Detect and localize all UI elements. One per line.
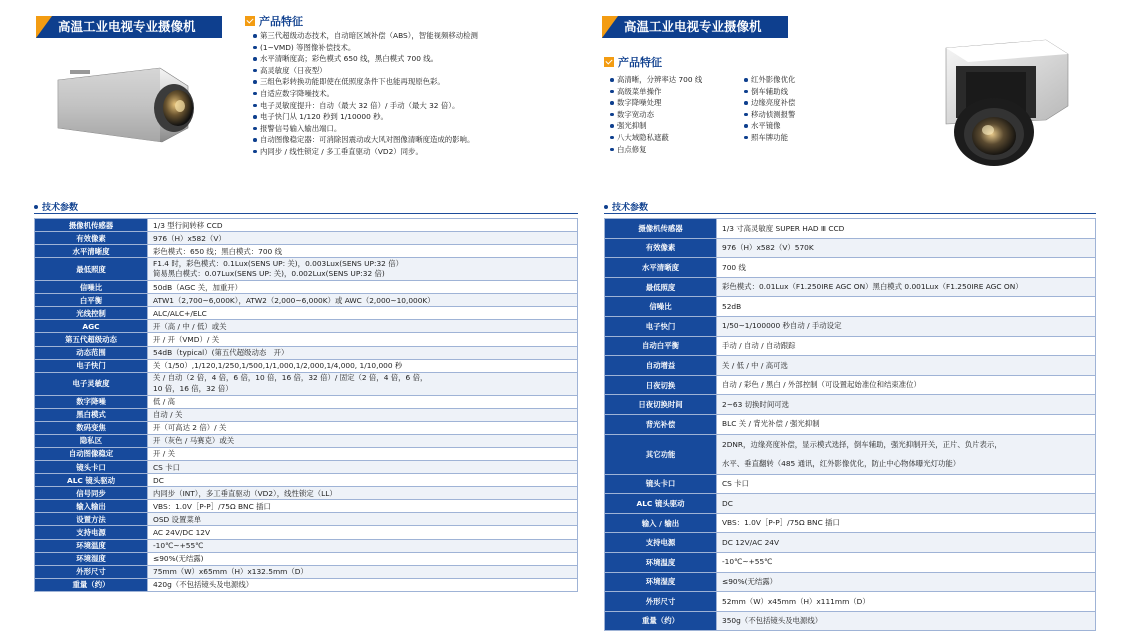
table-row (35, 372, 578, 395)
list-item: 水平清晰度高；彩色模式 650 线，黑白模式 700 线。 (253, 53, 478, 65)
spec-value (717, 395, 1096, 415)
spec-value-line: 976（H）x582（V） (153, 233, 226, 243)
spec-label: 镜头卡口 (605, 474, 717, 494)
table-row (35, 539, 578, 552)
spec-value (717, 277, 1096, 297)
spec-value (717, 494, 1096, 514)
list-item: 数字降噪处理 (610, 97, 702, 109)
checkbox-icon (245, 16, 255, 26)
right-features-heading: 产品特征 (604, 54, 662, 70)
spec-value (148, 539, 578, 552)
spec-label: 环境温度 (35, 539, 148, 552)
spec-value-line: 52mm（W）x45mm（H）x111mm（D） (722, 596, 870, 606)
spec-value-line: BLC 关 / 背光补偿 / 强光抑制 (722, 419, 820, 429)
spec-value-line: VBS：1.0V［P-P］/75Ω BNC 插口 (153, 501, 271, 511)
spec-value (148, 258, 578, 281)
table-row (605, 552, 1096, 572)
spec-value-line: ATW1（2,700~6,000K），ATW2（2,000~6,000K）或 AWC（2,000~10,000K） (153, 295, 435, 305)
spec-value-line: 简易黑白模式：0.07Lux(SENS UP: 关)，0.002Lux(SENS UP:32 倍) (153, 269, 385, 279)
spec-value-line: 开（可高达 2 倍）/ 关 (153, 423, 227, 433)
left-features-list (253, 30, 478, 158)
divider (604, 213, 1096, 214)
list-item: 红外影像优化 (744, 74, 795, 86)
spec-label: 信噪比 (605, 297, 717, 317)
spec-label: 其它功能 (605, 434, 717, 474)
table-row (35, 408, 578, 421)
spec-value (717, 258, 1096, 278)
list-item: 高灵敏度（日夜型） (253, 65, 478, 77)
list-item: 第三代超级动态技术，自动暗区域补偿（ABS），智能视频移动检测 (253, 30, 478, 42)
table-row (605, 316, 1096, 336)
spec-label: 背光补偿 (605, 414, 717, 434)
table-row (35, 346, 578, 359)
spec-value (717, 513, 1096, 533)
spec-label: 环境温度 (605, 552, 717, 572)
spec-label: 设置方法 (35, 513, 148, 526)
spec-label: 外形尺寸 (605, 592, 717, 612)
spec-value-line: CS 卡口 (722, 479, 749, 489)
spec-value (148, 552, 578, 565)
table-row (35, 281, 578, 294)
right-specs-heading: 技术参数 (604, 200, 648, 213)
table-row (35, 294, 578, 307)
table-row (35, 447, 578, 460)
spec-label: 有效像素 (605, 238, 717, 258)
spec-value-line: 低 / 高 (153, 397, 175, 407)
spec-value-line: 关（1/50）,1/120,1/250,1/500,1/1,000,1/2,000,1/4,000, 1/10,000 秒 (153, 361, 403, 371)
spec-value-line: 50dB（AGC 关，加重开） (153, 282, 243, 292)
left-title: 高温工业电视专业摄像机 (36, 16, 222, 38)
table-row (35, 434, 578, 447)
spec-value-line: 75mm（W）x65mm（H）x132.5mm（D） (153, 567, 308, 577)
spec-value-line: 10 倍，16 倍，32 倍） (153, 383, 233, 393)
spec-value-line: 内同步（INT），多工垂直驱动（VD2），线性锁定（LL） (153, 488, 337, 498)
spec-value-line: 2DNR，边缘亮度补偿，显示模式选择，倒车辅助，强光抑制开关，正片、负片表示， (722, 440, 1002, 450)
table-row (605, 592, 1096, 612)
spec-label: 数字降噪 (35, 395, 148, 408)
spec-label: 电子灵敏度 (35, 372, 148, 395)
table-row (605, 494, 1096, 514)
spec-value (717, 219, 1096, 239)
table-row (35, 258, 578, 281)
spec-value-line: AC 24V/DC 12V (153, 527, 211, 537)
spec-value-line: 52dB (722, 301, 742, 311)
table-row (605, 238, 1096, 258)
spec-label: 水平清晰度 (605, 258, 717, 278)
spec-value (148, 219, 578, 232)
list-item: 自适应数字降噪技术。 (253, 88, 478, 100)
spec-value-line: 手动 / 自动 / 自动跟踪 (722, 341, 796, 351)
table-row (605, 414, 1096, 434)
table-row (605, 297, 1096, 317)
spec-value (148, 320, 578, 333)
table-row (35, 320, 578, 333)
left-features-heading: 产品特征 (245, 13, 303, 29)
spec-label: 信号同步 (35, 487, 148, 500)
spec-value (717, 375, 1096, 395)
list-item: 高级菜单操作 (610, 86, 702, 98)
list-item: 倒车辅助线 (744, 86, 795, 98)
spec-label: 自动图像稳定 (35, 447, 148, 460)
spec-value (148, 408, 578, 421)
list-item: 内同步 / 线性锁定 / 多工垂直驱动（VD2）同步。 (253, 146, 478, 158)
spec-label: 日夜切换 (605, 375, 717, 395)
spec-label: 输入输出 (35, 500, 148, 513)
table-row (35, 513, 578, 526)
spec-value-line: 水平、垂直翻转（485 通讯，红外影像优化，防止中心物体曝光灯功能） (722, 459, 961, 469)
spec-value-line: 彩色模式：0.01Lux（F1.250IRE AGC ON）黑白模式 0.001Lux（F1.250IRE AGC ON） (722, 282, 1023, 292)
right-features-col2 (744, 74, 795, 144)
list-item: 数字宽动态 (610, 109, 702, 121)
table-row (605, 277, 1096, 297)
spec-label: ALC 镜头驱动 (605, 494, 717, 514)
spec-value-line: 2~63 切换时间可选 (722, 399, 789, 409)
spec-value (717, 611, 1096, 631)
spec-value (148, 372, 578, 395)
spec-value-line: ALC/ALC+/ELC (153, 308, 207, 318)
spec-value-line: 1/3 型行间转移 CCD (153, 220, 223, 230)
spec-label: 输入 / 输出 (605, 513, 717, 533)
list-item: 白点修复 (610, 144, 702, 156)
table-row (35, 487, 578, 500)
spec-label: 支持电源 (35, 526, 148, 539)
spec-value (148, 434, 578, 447)
table-row (35, 333, 578, 346)
left-camera-image (50, 62, 200, 150)
list-item: 电子快门从 1/120 秒到 1/10000 秒。 (253, 111, 478, 123)
table-row (605, 395, 1096, 415)
spec-label: 重量（约） (35, 578, 148, 591)
spec-label: 日夜切换时间 (605, 395, 717, 415)
spec-value-line: DC (722, 498, 733, 508)
list-item: 自动图像稳定器：可消除因震动或大风对图像清晰度造成的影响。 (253, 134, 478, 146)
spec-value-line: CS 卡口 (153, 462, 180, 472)
table-row (605, 375, 1096, 395)
spec-label: 动态范围 (35, 346, 148, 359)
table-row (605, 336, 1096, 356)
spec-value-line: F1.4 时，彩色模式：0.1Lux(SENS UP: 关)，0.003Lux(SENS UP:32 倍） (153, 258, 403, 268)
spec-value-line: -10℃~+55℃ (722, 557, 773, 567)
spec-label: 光线控制 (35, 307, 148, 320)
table-row (605, 219, 1096, 239)
spec-value-line: -10℃~+55℃ (153, 541, 204, 551)
spec-value-line: 自动 / 关 (153, 410, 183, 420)
table-row (605, 611, 1096, 631)
spec-value (148, 307, 578, 320)
spec-value-line: 1/50~1/100000 秒自动 / 手动设定 (722, 321, 842, 331)
spec-label: 环境湿度 (35, 552, 148, 565)
table-row (35, 219, 578, 232)
right-features-col1 (610, 74, 702, 155)
spec-value-line: 350g（不包括镜头及电源线） (722, 616, 823, 626)
table-row (35, 474, 578, 487)
spec-value-line: 开（灰色 / 马赛克）或关 (153, 436, 235, 446)
spec-value (148, 513, 578, 526)
spec-label: 最低照度 (605, 277, 717, 297)
spec-value-line: 1/3 寸高灵敏度 SUPER HAD Ⅲ CCD (722, 223, 845, 233)
spec-value (148, 359, 578, 372)
table-row (35, 552, 578, 565)
list-item: 三组色彩转换功能即使在低照度条件下也能再现原色彩。 (253, 76, 478, 88)
spec-label: 数码变焦 (35, 421, 148, 434)
spec-label: 镜头卡口 (35, 461, 148, 474)
spec-label: 电子快门 (35, 359, 148, 372)
spec-value (148, 333, 578, 346)
spec-value (148, 232, 578, 245)
spec-value (717, 533, 1096, 553)
spec-value (148, 565, 578, 578)
spec-label: 自动白平衡 (605, 336, 717, 356)
spec-label: 隐私区 (35, 434, 148, 447)
table-row (605, 474, 1096, 494)
spec-value-line: 自动 / 彩色 / 黑白 / 外部控制（可设置起始准位和结束准位） (722, 380, 921, 390)
list-item: 报警信号输入输出端口。 (253, 123, 478, 135)
right-spec-table (604, 218, 1096, 631)
table-row (35, 245, 578, 258)
spec-label: 重量（约） (605, 611, 717, 631)
table-row (35, 307, 578, 320)
spec-label: 有效像素 (35, 232, 148, 245)
table-row (605, 572, 1096, 592)
spec-value (148, 578, 578, 591)
spec-value-line: 开 / 开（VMD）/ 关 (153, 334, 220, 344)
spec-value-line: 976（H）x582（V）570K (722, 243, 814, 253)
spec-value-line: 700 线 (722, 262, 746, 272)
spec-label: 环境湿度 (605, 572, 717, 592)
list-item: (1~VMD) 等图像补偿技术。 (253, 42, 478, 54)
spec-value-line: OSD 设置菜单 (153, 514, 202, 524)
table-row (35, 461, 578, 474)
table-row (605, 513, 1096, 533)
checkbox-icon (604, 57, 614, 67)
spec-value-line: 开（高 / 中 / 低）或关 (153, 321, 227, 331)
table-row (605, 533, 1096, 553)
left-spec-table (34, 218, 578, 592)
spec-label: 第五代超级动态 (35, 333, 148, 346)
spec-value-line: DC (153, 475, 164, 485)
spec-value (148, 245, 578, 258)
spec-label: 白平衡 (35, 294, 148, 307)
spec-value (717, 552, 1096, 572)
spec-value (148, 281, 578, 294)
spec-value (148, 294, 578, 307)
spec-value (148, 487, 578, 500)
spec-label: 黑白模式 (35, 408, 148, 421)
table-row (35, 526, 578, 539)
list-item: 电子灵敏度提升：自动（最大 32 倍）/ 手动（最大 32 倍）。 (253, 100, 478, 112)
list-item: 强光抑制 (610, 120, 702, 132)
spec-value (717, 316, 1096, 336)
list-item: 水平镜像 (744, 120, 795, 132)
spec-label: 最低照度 (35, 258, 148, 281)
spec-value (148, 447, 578, 460)
spec-label: 摄像机传感器 (605, 219, 717, 239)
spec-label: 外形尺寸 (35, 565, 148, 578)
spec-value-line: 420g（不包括镜头及电源线） (153, 580, 254, 590)
spec-value-line: 关 / 自动（2 倍，4 倍，6 倍，10 倍，16 倍，32 倍）/ 固定（2 倍，4 倍，6 倍， (153, 373, 428, 383)
spec-value (148, 500, 578, 513)
list-item: 照车牌功能 (744, 132, 795, 144)
spec-value (148, 421, 578, 434)
spec-value (717, 474, 1096, 494)
right-camera-image (916, 36, 1076, 176)
left-specs-heading: 技术参数 (34, 200, 78, 213)
spec-value (717, 414, 1096, 434)
table-row (35, 395, 578, 408)
list-item: 高清晰，分辨率达 700 线 (610, 74, 702, 86)
table-row (35, 578, 578, 591)
spec-label: 摄像机传感器 (35, 219, 148, 232)
spec-value (148, 474, 578, 487)
table-row (35, 359, 578, 372)
list-item: 移动侦测报警 (744, 109, 795, 121)
spec-value (717, 592, 1096, 612)
spec-label: 自动增益 (605, 356, 717, 376)
spec-value (148, 461, 578, 474)
table-row (605, 258, 1096, 278)
spec-label: 水平清晰度 (35, 245, 148, 258)
spec-value (148, 395, 578, 408)
spec-value-line: 开 / 关 (153, 449, 175, 459)
spec-value (717, 238, 1096, 258)
spec-value (148, 526, 578, 539)
spec-value-line: 彩色模式：650 线；黑白模式：700 线 (153, 246, 282, 256)
spec-value (148, 346, 578, 359)
table-row (35, 421, 578, 434)
spec-value-line: ≤90%(无结露） (722, 577, 778, 586)
spec-label: 支持电源 (605, 533, 717, 553)
spec-value-line: VBS：1.0V［P-P］/75Ω BNC 插口 (722, 518, 840, 528)
table-row (605, 356, 1096, 376)
spec-value (717, 434, 1096, 474)
spec-label: AGC (35, 320, 148, 333)
list-item: 八大域隐私遮蔽 (610, 132, 702, 144)
spec-value (717, 356, 1096, 376)
spec-value-line: DC 12V/AC 24V (722, 537, 780, 547)
spec-value-line: 54dB（typical）(第五代超级动态 开） (153, 348, 289, 358)
spec-label: 信噪比 (35, 281, 148, 294)
right-title: 高温工业电视专业摄像机 (602, 16, 788, 38)
table-row (605, 434, 1096, 474)
spec-label: 电子快门 (605, 316, 717, 336)
spec-value (717, 336, 1096, 356)
table-row (35, 565, 578, 578)
table-row (35, 232, 578, 245)
spec-label: ALC 镜头驱动 (35, 474, 148, 487)
spec-value (717, 297, 1096, 317)
spec-value (717, 572, 1096, 592)
list-item: 边缘亮度补偿 (744, 97, 795, 109)
spec-value-line: 关 / 低 / 中 / 高可选 (722, 360, 788, 370)
divider (34, 213, 578, 214)
spec-value-line: ≤90%(无结露) (153, 554, 204, 564)
table-row (35, 500, 578, 513)
